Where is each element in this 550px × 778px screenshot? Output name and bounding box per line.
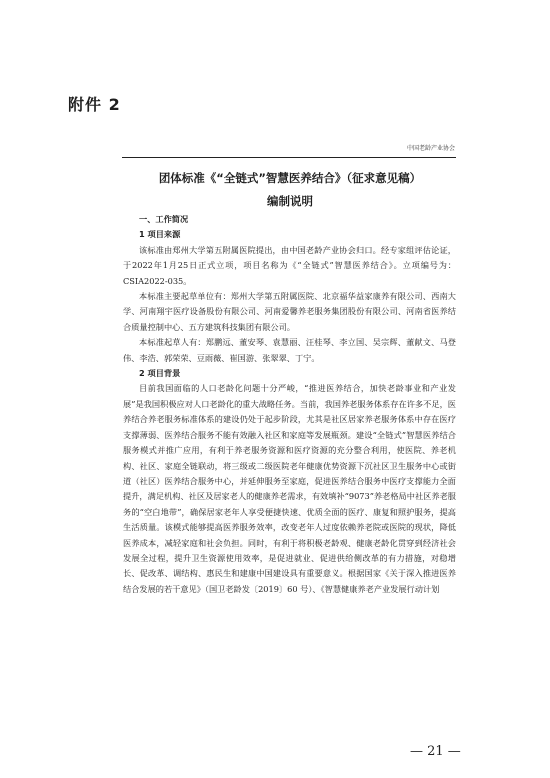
document-title: 团体标准《“全链式”智慧医养结合》（征求意见稿） <box>158 171 422 185</box>
attachment-label: 附件 2 <box>68 95 121 114</box>
document-subtitle: 编制说明 <box>267 194 313 208</box>
organization-name: 中国老龄产业协会 <box>406 145 455 152</box>
paragraph-project-source: 该标准由郑州大学第五附属医院提出，由中国老龄产业协会归口。经专家组评估论证，于2022年1月25日正式立项，项目名称为《“全链式”智慧医养结合》。立项编号为：CSIA2022-035。 <box>123 244 456 286</box>
header-rule <box>122 157 456 158</box>
subsection-heading-project-source: 1 项目来源 <box>139 229 181 240</box>
subsection-heading-project-background: 2 项目背景 <box>139 368 181 379</box>
paragraph-drafters: 本标准起草人有：郑鹏远、董安琴、袁慧丽、汪桂琴、李立国、吴宗辉、董献文、马登伟、李浩、郭荣荣、豆雨薇、崔国游、张翠翠、丁宁。 <box>123 337 456 363</box>
section-heading-work-overview: 一、工作简况 <box>139 214 189 224</box>
document-body <box>123 212 456 597</box>
paragraph-drafting-units: 本标准主要起草单位有：郑州大学第五附属医院、北京福华益家康养有限公司、西南大学、河南翔宇医疗设备股份有限公司、河南爱馨养老服务集团股份有限公司、河南省医养结合质量控制中心、五方建筑科技集团有限公司。 <box>123 291 456 332</box>
page-number: — 21 — <box>410 744 461 759</box>
paragraph-project-background: 目前我国面临的人口老龄化问题十分严峻，“推进医养结合，加快老龄事业和产业发展”是我国积极应对人口老龄化的重大战略任务。当前，我国养老服务体系存在许多不足，医养结合养老服务标准体系的建设仍处于起步阶段，尤其是社区居家养老服务体系中存在医疗支撑薄弱、医养结合服务不能有效融入社区和家庭等发展瓶颈。建设“全链式”智慧医养结合服务模式并推广应用，有利于养老服务资源和医疗资源的充分整合利用，使医院、养老机构、社区、家庭全链联动，将三级或二级医院老年健康优势资源下沉社区卫生服务中心或街道（社区）医养结合服务中心，并延伸服务至家庭，促进医养结合服务中医疗支撑能力全面提升，满足机构、社区及居家老人的健康养老需求，有效填补“9073”养老格局中社区养老服务的“空白地带”，确保居家老年人享受便捷快速、优质全面的医疗、康复和照护服务，提高生活质量。该模式能够提高医养服务效率，改变老年人过度依赖养老院或医院的现状，降低医养成本，减轻家庭和社会负担。同时，有利于将积极老龄观、健康老龄化贯穿到经济社会发展全过程，提升卫生资源使用效率，是促进就业、促进供给侧改革的有力措施，对稳增长、促改革、调结构、惠民生和建康中国建设具有重要意义。根据国家《关于深入推进医养结合发展的若干意见》（国卫老龄发〔2019〕60 号）、《智慧健康养老产业发展行动计划 <box>123 383 456 594</box>
